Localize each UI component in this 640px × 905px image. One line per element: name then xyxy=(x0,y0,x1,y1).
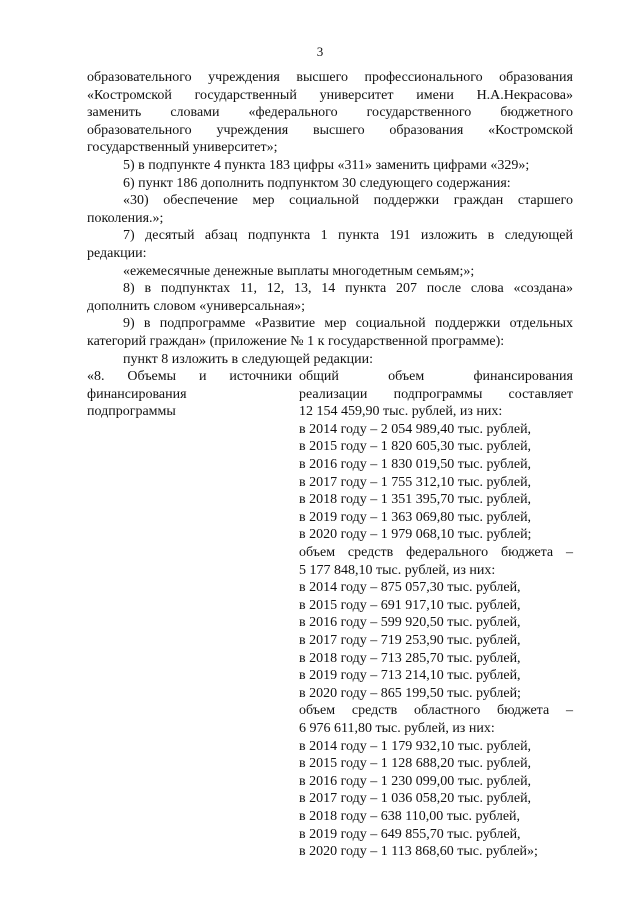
text-line: «ежемесячные денежные выплаты многодетным семьям;»; xyxy=(123,263,475,279)
table-value-line: в 2019 году – 649 855,70 тыс. рублей, xyxy=(299,826,521,842)
text-line: заменить словами «федерального государственного бюджетного xyxy=(87,105,573,121)
text-line: пункт 8 изложить в следующей редакции: xyxy=(123,351,373,367)
table-value-line: 12 154 459,90 тыс. рублей, из них: xyxy=(299,404,503,420)
table-value-line: в 2014 году – 2 054 989,40 тыс. рублей, xyxy=(299,421,532,437)
table-value-line: объем средств областного бюджета – xyxy=(299,703,573,719)
text-line: образовательного учреждения высшего профессионального образования xyxy=(87,70,573,85)
table-value-line: в 2015 году – 1 128 688,20 тыс. рублей, xyxy=(299,756,532,772)
text-line: «Костромской государственный университет имени Н.А.Некрасова» xyxy=(87,87,573,103)
page-number: 3 xyxy=(316,44,324,59)
table-value-line: в 2017 году – 1 036 058,20 тыс. рублей, xyxy=(299,791,532,807)
text-line: 7) десятый абзац подпункта 1 пункта 191 изложить в следующей xyxy=(123,228,573,244)
document-body xyxy=(87,69,573,860)
table-value-line: в 2015 году – 691 917,10 тыс. рублей, xyxy=(299,597,521,613)
text-line: 6) пункт 186 дополнить подпунктом 30 следующего содержания: xyxy=(123,175,511,191)
table-value-line: в 2016 году – 1 230 099,00 тыс. рублей, xyxy=(299,773,532,789)
table-label-column xyxy=(87,368,292,421)
table-label-line: «8. Объемы и источники xyxy=(87,369,292,385)
table-value-line: в 2018 году – 638 110,00 тыс. рублей, xyxy=(299,808,521,824)
table-label-line: финансирования xyxy=(87,386,187,402)
text-line: редакции: xyxy=(87,245,147,261)
table-value-line: в 2020 году – 865 199,50 тыс. рублей; xyxy=(299,685,521,701)
table-value-line: в 2019 году – 1 363 069,80 тыс. рублей, xyxy=(299,509,532,525)
table-value-line: 6 976 611,80 тыс. рублей, из них: xyxy=(299,720,495,736)
table-value-line: в 2014 году – 1 179 932,10 тыс. рублей, xyxy=(299,738,532,754)
table-value-line: в 2018 году – 713 285,70 тыс. рублей, xyxy=(299,650,521,666)
table-value-line: в 2015 году – 1 820 605,30 тыс. рублей, xyxy=(299,439,532,455)
text-line: 5) в подпункте 4 пункта 183 цифры «311» заменить цифрами «329»; xyxy=(123,157,530,173)
text-line: «30) обеспечение мер социальной поддержки граждан старшего xyxy=(123,193,573,209)
table-value-line: в 2016 году – 1 830 019,50 тыс. рублей, xyxy=(299,457,532,473)
table-value-line: в 2018 году – 1 351 395,70 тыс. рублей, xyxy=(299,492,532,508)
table-value-line: в 2017 году – 719 253,90 тыс. рублей, xyxy=(299,633,521,648)
text-line: категорий граждан» (приложение № 1 к государственной программе): xyxy=(87,333,505,349)
text-line: 8) в подпунктах 11, 12, 13, 14 пункта 207 после слова «создана» xyxy=(123,281,573,297)
table-value-line: 5 177 848,10 тыс. рублей, из них: xyxy=(299,562,496,578)
table-value-line: в 2020 году – 1 113 868,60 тыс. рублей»; xyxy=(299,844,538,860)
text-line: образовательного учреждения высшего образования «Костромской xyxy=(87,122,573,138)
text-line: поколения.»; xyxy=(87,210,164,226)
text-line: 9) в подпрограмме «Развитие мер социальной поддержки отдельных xyxy=(123,316,573,332)
table-label-line: подпрограммы xyxy=(87,404,176,420)
table-value-line: объем средств федерального бюджета – xyxy=(299,545,573,561)
table-value-line: реализации подпрограммы составляет xyxy=(299,386,573,402)
funding-table xyxy=(87,368,573,860)
table-value-column xyxy=(299,368,573,861)
table-value-line: в 2017 году – 1 755 312,10 тыс. рублей, xyxy=(299,474,532,490)
text-line: дополнить словом «универсальная»; xyxy=(87,298,306,314)
text-line: государственный университет»; xyxy=(87,140,278,156)
table-value-line: в 2019 году – 713 214,10 тыс. рублей, xyxy=(299,668,521,684)
table-value-line: в 2014 году – 875 057,30 тыс. рублей, xyxy=(299,580,521,596)
table-value-line: в 2016 году – 599 920,50 тыс. рублей, xyxy=(299,615,521,631)
table-value-line: общий объем финансирования xyxy=(299,369,573,385)
table-value-line: в 2020 году – 1 979 068,10 тыс. рублей; xyxy=(299,527,532,543)
